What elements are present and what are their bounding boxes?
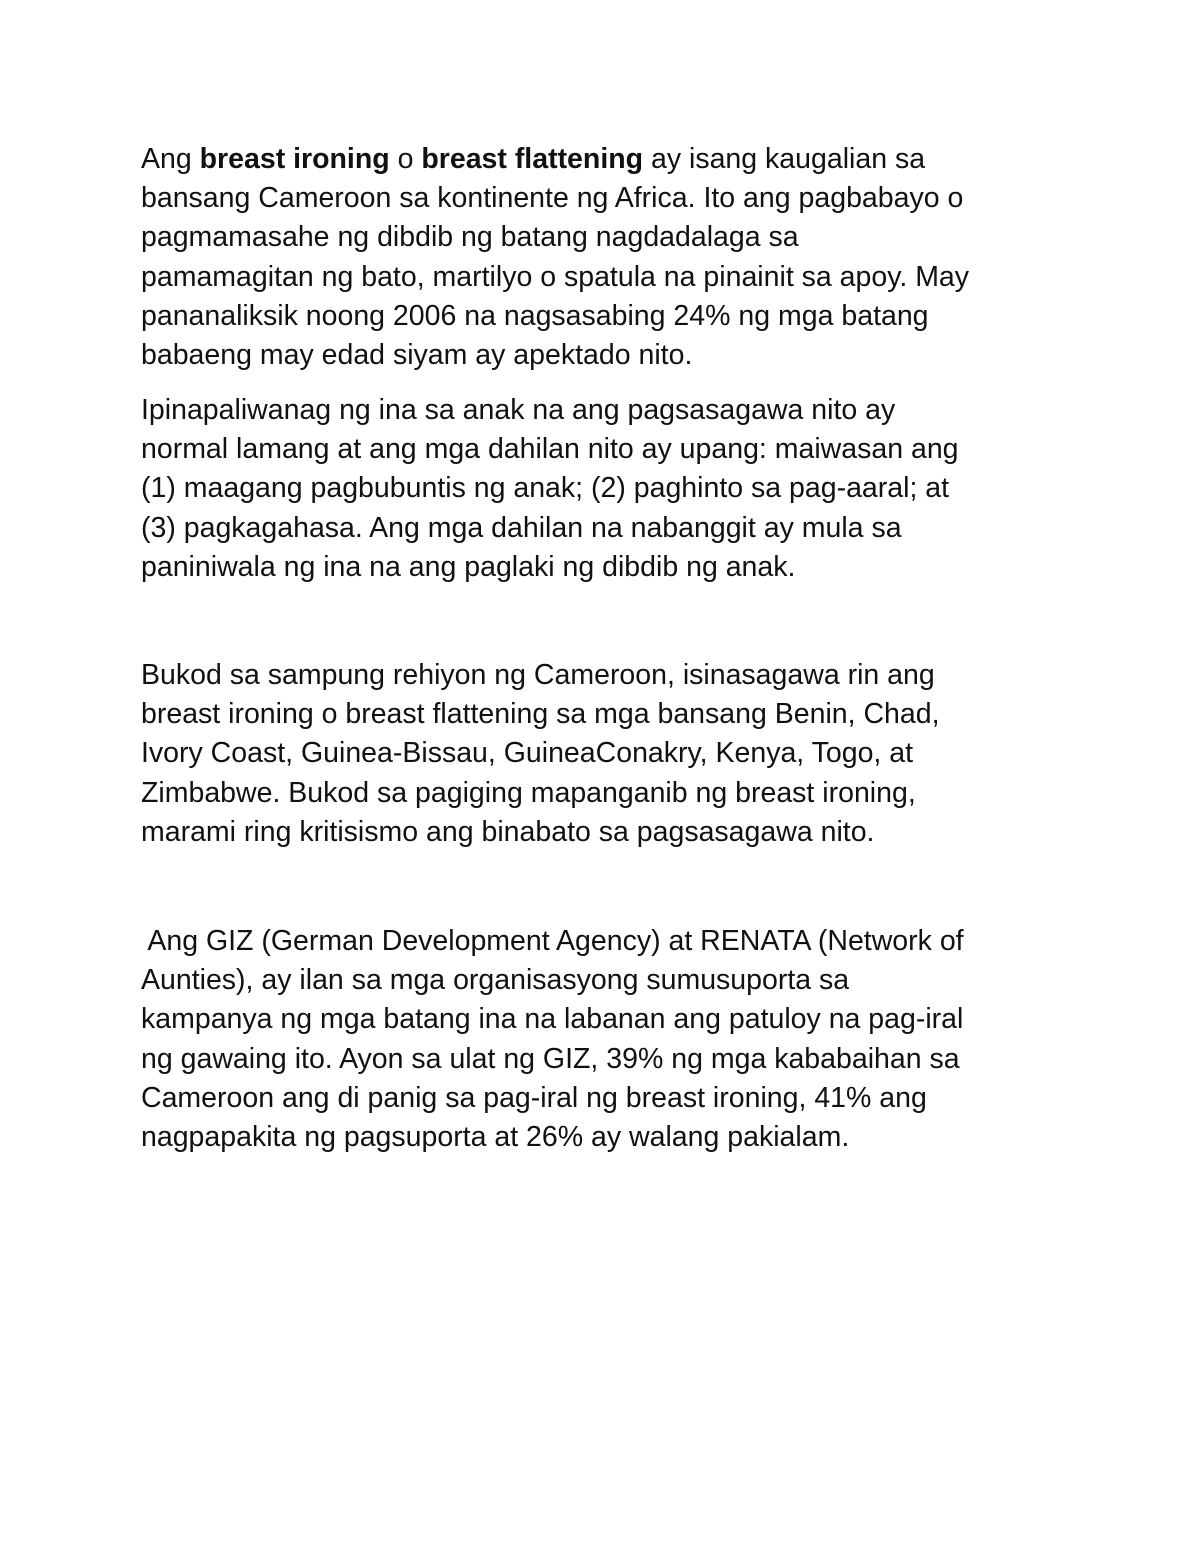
text-line: Cameroon ang di panig sa pag-iral ng breast ironing, 41% ang	[141, 1081, 927, 1114]
paragraph-1	[141, 140, 1101, 375]
text-line: (1) maagang pagbubuntis ng anak; (2) paghinto sa pag-aaral; at	[141, 472, 950, 505]
paragraph-4	[141, 922, 1101, 1157]
text-line: Ang GIZ (German Development Agency) at RENATA (Network of	[141, 925, 964, 957]
text-line: normal lamang at ang mga dahilan nito ay upang: maiwasan ang	[141, 433, 959, 466]
text-line: kampanya ng mga batang ina na labanan ang patuloy na pag-iral	[141, 1003, 964, 1036]
text-line: Aunties), ay ilan sa mga organisasyong sumusuporta sa	[141, 964, 850, 997]
text-line: nagpapakita ng pagsuporta at 26% ay walang pakialam.	[141, 1121, 850, 1154]
text-line: (3) pagkagahasa. Ang mga dahilan na nabanggit ay mula sa	[141, 511, 902, 544]
text-line: ng gawaing ito. Ayon sa ulat ng GIZ, 39% ng mga kababaihan sa	[141, 1042, 960, 1075]
text-line: pananaliksik noong 2006 na nagsasabing 24% ng mga batang	[141, 299, 929, 332]
text-line: Ang breast ironing o breast flattening ay isang kaugalian sa	[141, 143, 926, 175]
text-line: breast ironing o breast flattening sa mga bansang Benin, Chad,	[141, 698, 940, 731]
bold-term: breast ironing	[199, 143, 390, 175]
text-line: bansang Cameroon sa kontinente ng Africa. Ito ang pagbabayo o	[141, 182, 964, 215]
paragraph-3	[141, 656, 1101, 852]
bold-term: breast flattening	[421, 143, 644, 175]
text-line: pagmamasahe ng dibdib ng batang nagdadalaga sa	[141, 221, 799, 254]
text-line: paniniwala ng ina na ang paglaki ng dibdib ng anak.	[141, 550, 796, 583]
text-line: Zimbabwe. Bukod sa pagiging mapanganib ng breast ironing,	[141, 776, 916, 809]
text-line: pamamagitan ng bato, martilyo o spatula na pinainit sa apoy. May	[141, 260, 970, 293]
text-line: marami ring kritisismo ang binabato sa pagsasagawa nito.	[141, 815, 875, 848]
text-line: Ipinapaliwanag ng ina sa anak na ang pagsasagawa nito ay	[141, 394, 896, 426]
paragraph-2	[141, 391, 1101, 587]
text-line: Bukod sa sampung rehiyon ng Cameroon, isinasagawa rin ang	[141, 659, 935, 691]
text-line: babaeng may edad siyam ay apektado nito.	[141, 339, 693, 372]
text-line: Ivory Coast, Guinea-Bissau, GuineaConakry, Kenya, Togo, at	[141, 737, 914, 770]
